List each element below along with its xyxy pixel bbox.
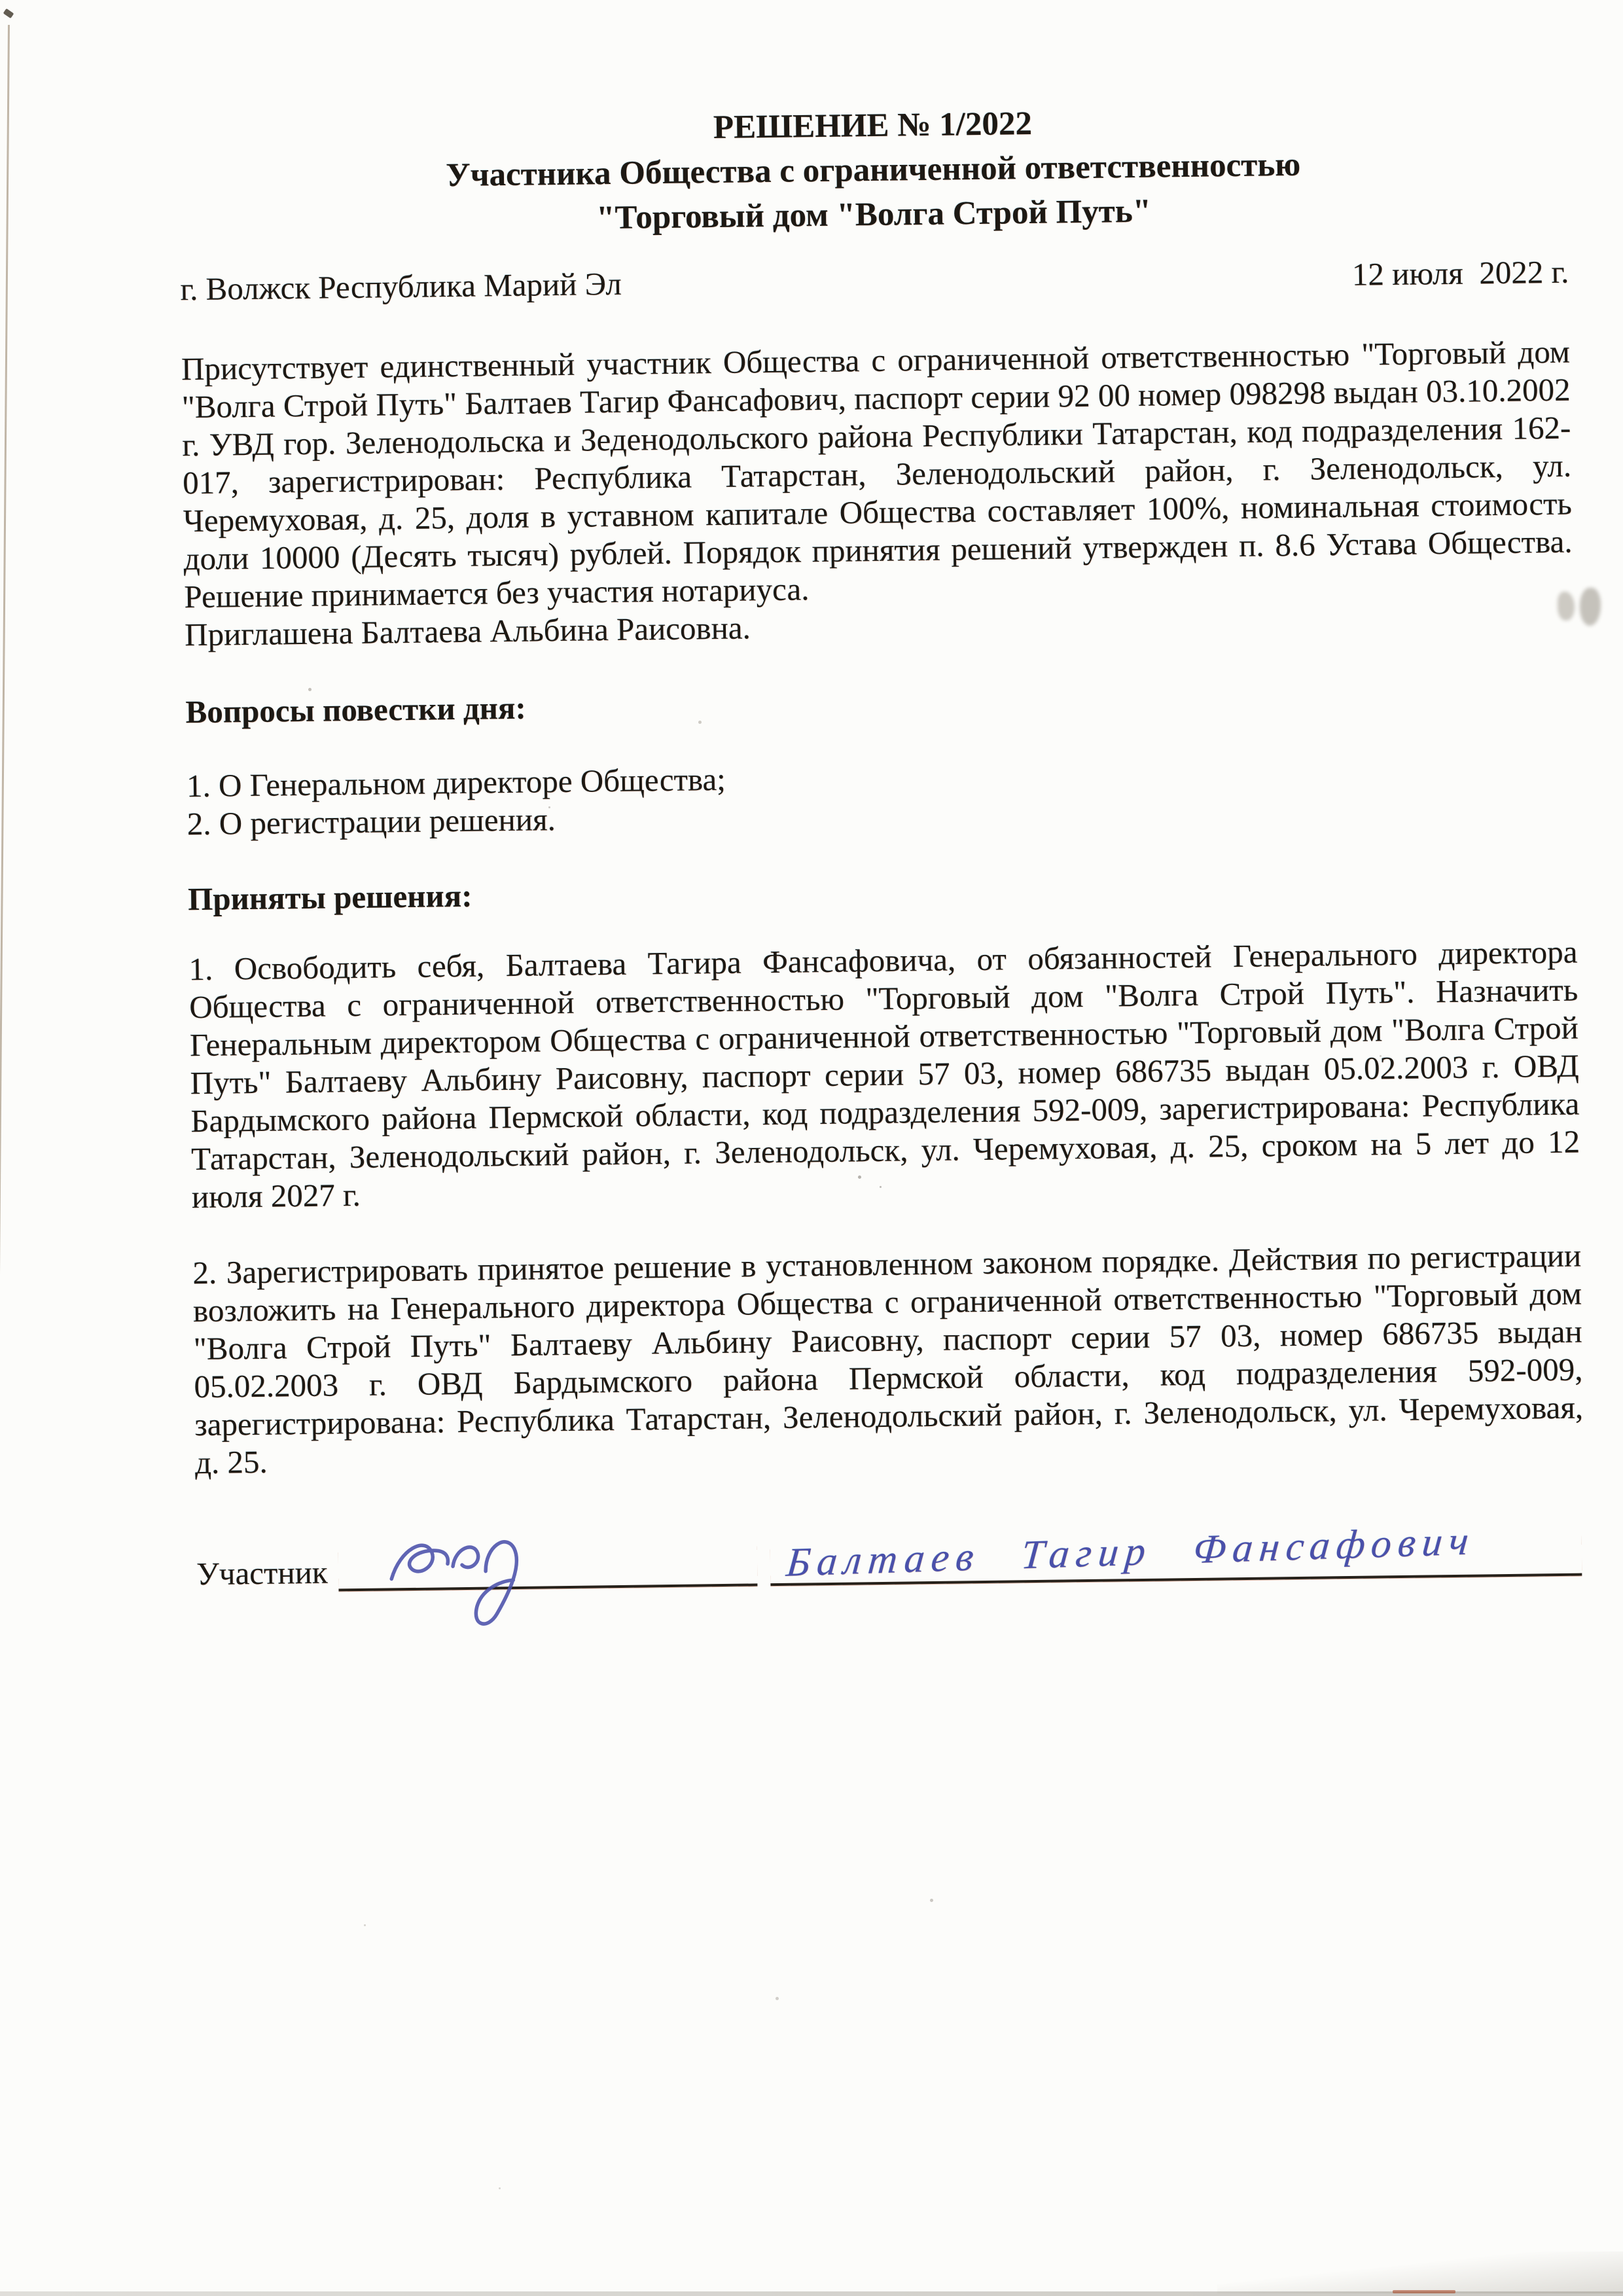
scan-speck <box>3 9 14 18</box>
scan-specks <box>0 0 2 2</box>
agenda-item-2: 2. О регистрации решения. <box>187 801 556 842</box>
agenda-heading: Вопросы повестки дня: <box>185 689 527 730</box>
signature-line-short <box>338 1545 757 1591</box>
scan-corner-shade <box>1217 2251 1623 2293</box>
date-line: 12 июля 2022 г. <box>1351 253 1569 293</box>
invited-line: Приглашена Балтаева Альбина Раисовна. <box>184 609 751 653</box>
document-title <box>178 95 1568 246</box>
signature-row <box>196 1518 1586 1593</box>
signature-label: Участник <box>196 1554 328 1592</box>
signature-line-long <box>770 1518 1582 1587</box>
decision-paragraph-1: 1. Освободить себя, Балтаева Тагира Фансафовича, от обязанностей Генерального директора Общества с ограниченной ответственностью "Торговый дом "Волга Строй Путь". Назначить Генеральным директором Общества с ограниченной ответственностью "Торговый дом "Волга Строй Путь" Балтаеву Альбину Раисовну, паспорт серии 57 03, номер 686735 выдан 05.02.2003 г. ОВД Бардымского района Пермской области, код подразделения 592-009, зарегистрирована: Республика Татарстан, Зеленодольский район, г. Зеленодольск, ул. Черемуховая, д. 25, сроком на 5 лет до 12 июля 2027 г. <box>188 933 1580 1215</box>
decision-paragraph-2: 2. Зарегистрировать принятое решение в установленном законом порядке. Действия по регистрации возложить на Генерального директора Общества с ограниченной ответственностью "Торговый дом "Волга Строй Путь" Балтаеву Альбину Раисовну, паспорт серии 57 03, номер 686735 выдан 05.02.2003 г. ОВД Бардымского района Пермской области, код подразделения 592-009, зарегистрирована: Республика Татарстан, Зеленодольский район, г. Зеленодольск, ул. Черемуховая, д. 25. <box>192 1237 1584 1481</box>
signature-scribble <box>381 1513 547 1645</box>
signature-handwritten-name: Балтаев Тагир Фансафович <box>784 1518 1477 1585</box>
document-content <box>178 95 1585 1593</box>
title-line-2: Участника Общества с ограниченной ответственностью <box>445 146 1301 194</box>
scan-edge-line <box>0 25 10 2276</box>
agenda-item-1: 1. О Генеральном директоре Общества; <box>186 761 726 804</box>
title-line-3: "Торговый дом "Волга Строй Путь" <box>596 192 1152 237</box>
place-line: г. Волжск Республика Марий Эл <box>180 265 622 308</box>
title-line-1: РЕШЕНИЕ № 1/2022 <box>713 105 1033 147</box>
place-date-row <box>180 253 1569 309</box>
intro-paragraph: Присутствует единственный участник Общества с ограниченной ответственностью "Торговый дом "Волга Строй Путь" Балтаев Тагир Фансафович, паспорт серии 92 00 номер 098298 выдан 03.10.2002 г. УВД гор. Зеленодольска и Зеденодольского района Республики Татарстан, код подразделения 162-017, зарегистрирован: Республика Татарстан, Зеленодольский район, г. Зеленодольск, ул. Черемуховая, д. 25, доля в уставном капитале Общества составляет 100%, номинальная стоимость доли 10000 (Десять тысяч) рублей. Порядок принятия решений утвержден п. 8.6 Устава Общества. Решение принимается без участия нотариуса. <box>181 333 1573 615</box>
scan-smudge-blob <box>1580 588 1601 626</box>
agenda-list <box>187 750 1576 844</box>
decisions-heading: Приняты решения: <box>187 877 473 918</box>
scan-red-streak <box>1393 2290 1455 2293</box>
